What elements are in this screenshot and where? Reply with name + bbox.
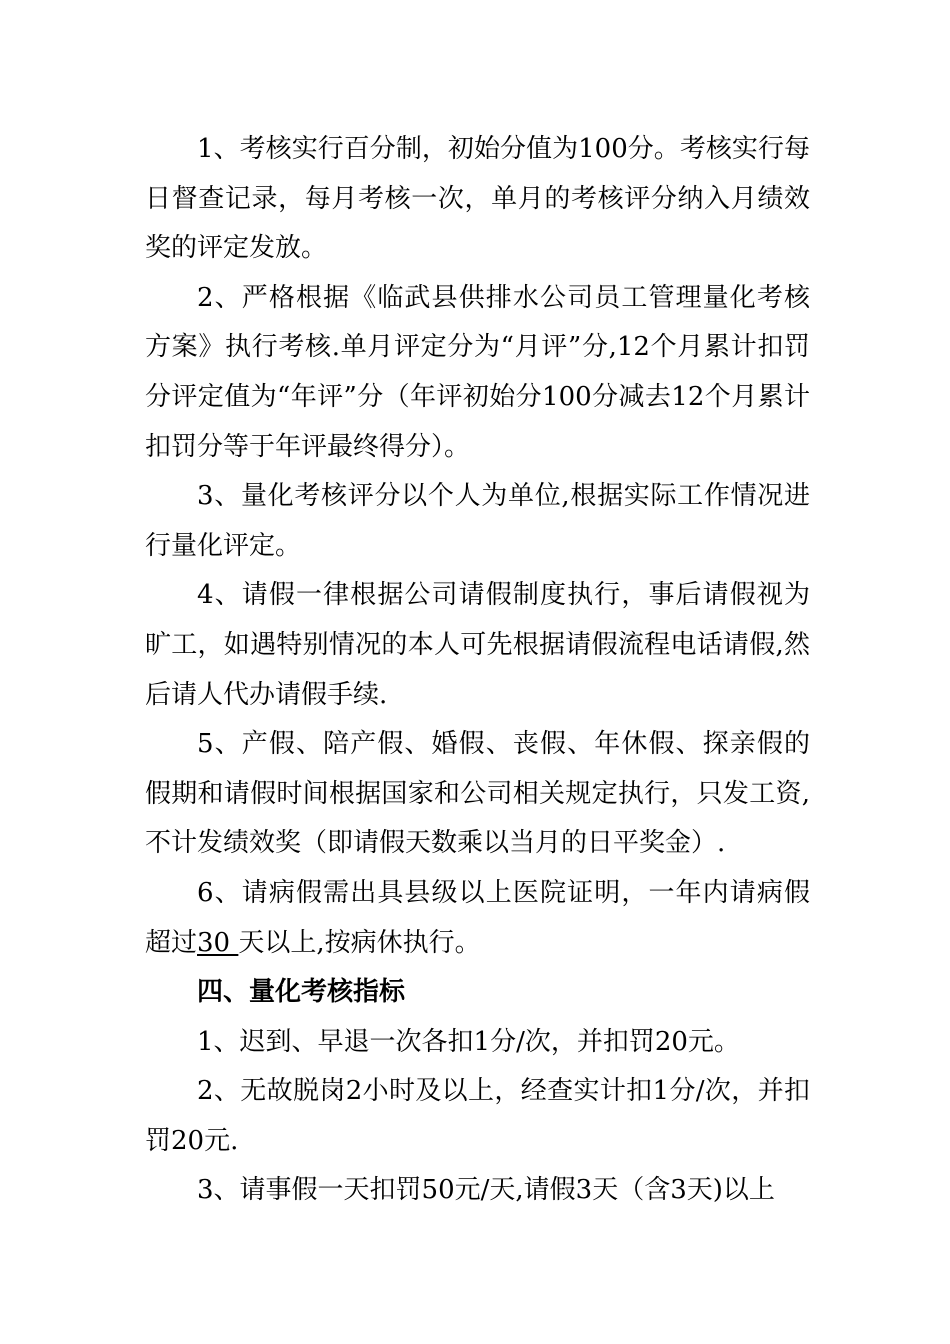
paragraph-scoring-system: 1、考核实行百分制，初始分值为100分。考核实行每日督查记录，每月考核一次，单月的考核评分纳入月绩效奖的评定发放。 xyxy=(145,134,810,264)
paragraph-individual-unit: 3、量化考核评分以个人为单位,根据实际工作情况进行量化评定。 xyxy=(145,481,810,561)
section-heading-indicators: 四、量化考核指标 xyxy=(197,977,406,1008)
indicator-absence-from-post: 2、无故脱岗2小时及以上，经查实计扣1分/次，并扣罚20元. xyxy=(145,1076,810,1156)
document-body xyxy=(145,125,810,1216)
paragraph-assessment-basis: 2、严格根据《临武县供排水公司员工管理量化考核方案》执行考核.单月评定分为“月评”分,12个月累计扣罚分评定值为“年评”分（年评初始分100分减去12个月累计扣罚分等于年评最终得分）。 xyxy=(145,282,810,462)
sick-leave-text-before: 6、请病假需出具县级以上医院证明，一年内请病假超过 xyxy=(145,877,810,958)
indicator-personal-leave: 3、请事假一天扣罚50元/天,请假3天（含3天)以上 xyxy=(197,1175,775,1206)
indicator-late-early-leave: 1、迟到、早退一次各扣1分/次，并扣罚20元。 xyxy=(197,1026,740,1057)
paragraph-sick-leave xyxy=(145,869,810,968)
paragraph-leave-policy: 4、请假一律根据公司请假制度执行，事后请假视为旷工，如遇特别情况的本人可先根据请假流程电话请假,然后请人代办请假手续. xyxy=(145,580,810,710)
sick-leave-days-underlined: 30 xyxy=(197,927,239,958)
sick-leave-text-after: 天以上,按病休执行。 xyxy=(238,927,481,958)
paragraph-statutory-leave: 5、产假、陪产假、婚假、丧假、年休假、探亲假的假期和请假时间根据国家和公司相关规定执行，只发工资,不计发绩效奖（即请假天数乘以当月的日平奖金）. xyxy=(145,729,810,859)
